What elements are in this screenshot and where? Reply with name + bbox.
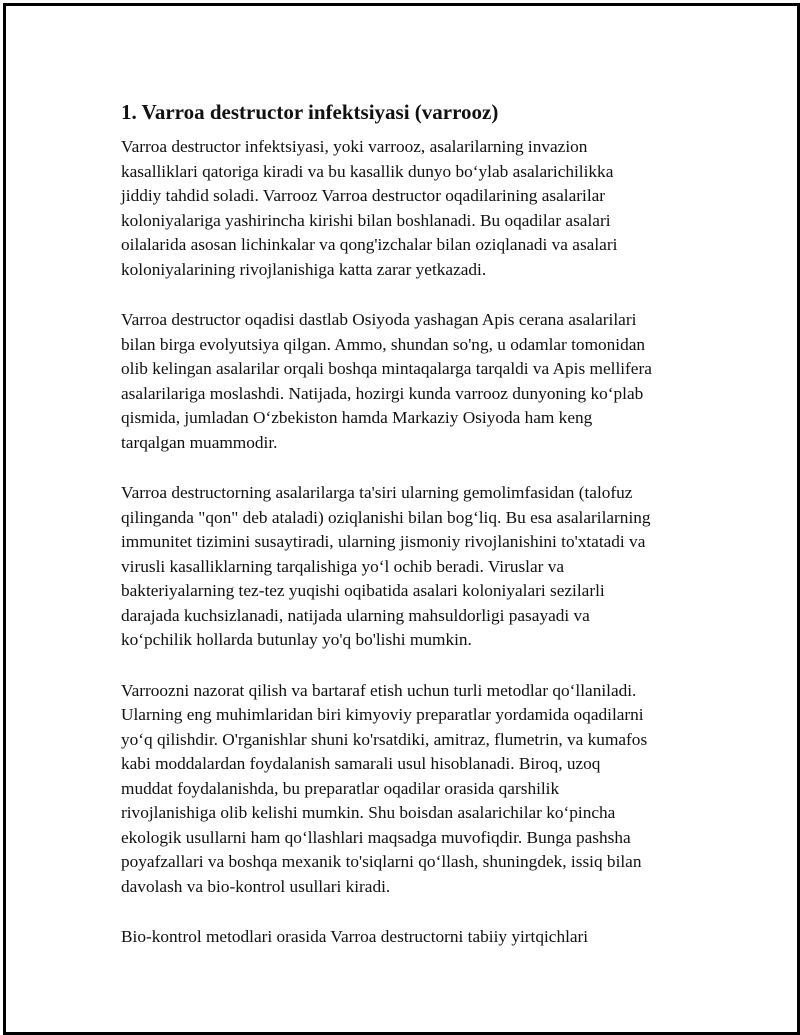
paragraph-line: yo‘q qilishdir. O'rganishlar shuni ko'rsatdiki, amitraz, flumetrin, va kumafos [121, 729, 648, 749]
paragraph-line: kabi moddalardan foydalanish samarali usul hisoblanadi. Biroq, uzoq [121, 754, 601, 773]
paragraph-line: Varroa destructor oqadisi dastlab Osiyoda yashagan Apis cerana asalarilari [121, 310, 637, 329]
page-frame [3, 3, 800, 1035]
paragraph-line: qismida, jumladan O‘zbekiston hamda Markaziy Osiyoda ham keng [121, 408, 593, 427]
paragraph-line: Varroozni nazorat qilish va bartaraf etish uchun turli metodlar qo‘llaniladi. [121, 680, 637, 700]
paragraph-line: rivojlanishiga olib kelishi mumkin. Shu boisdan asalarichilar ko‘pincha [121, 803, 616, 822]
paragraph-line: koloniyalarining rivojlanishiga katta zarar yetkazadi. [121, 259, 487, 279]
paragraph-line: bakteriyalarning tez-tez yuqishi oqibatida asalari koloniyalari sezilarli [121, 581, 605, 600]
paragraph-line: poyafzallari va boshqa mexanik to'siqlarni qo‘llash, shuningdek, issiq bilan [121, 852, 642, 871]
paragraph-4 [121, 679, 696, 900]
paragraph-line: olib kelingan asalarilar orqali boshqa mintaqalarga tarqaldi va Apis mellifera [121, 359, 652, 378]
paragraph-line: Varroa destructor infektsiyasi, yoki varrooz, asalarilarning invazion [121, 137, 588, 156]
paragraph-line: darajada kuchsizlanadi, natijada ularning mahsuldorligi pasayadi va [121, 605, 590, 625]
paragraph-line: davolash va bio-kontrol usullari kiradi. [121, 876, 391, 896]
document-body [121, 99, 696, 976]
paragraph-line: ekologik usullarni ham qo‘llashlari maqsadga muvofiqdir. Bunga pashsha [121, 827, 631, 847]
paragraph-2 [121, 308, 696, 455]
paragraph-line: Varroa destructorning asalarilarga ta'siri ularning gemolimfasidan (talofuz [121, 483, 633, 502]
paragraph-line: tarqalgan muammodir. [121, 432, 278, 452]
paragraph-line: jiddiy tahdid soladi. Varrooz Varroa destructor oqadilarining asalarilar [121, 186, 606, 205]
paragraph-line: immunitet tizimini susaytiradi, ularning jismoniy rivojlanishini to'xtatadi va [121, 532, 646, 551]
paragraph-line: asalarilariga moslashdi. Natijada, hozirgi kunda varrooz dunyoning ko‘plab [121, 383, 644, 403]
paragraph-1 [121, 135, 696, 282]
paragraph-5 [121, 925, 696, 950]
paragraph-line: virusli kasalliklarning tarqalishiga yo‘l ochib beradi. Viruslar va [121, 556, 565, 576]
paragraph-line: muddat foydalanishda, bu preparatlar oqadilar orasida qarshilik [121, 778, 560, 798]
paragraph-line: ko‘pchilik hollarda butunlay yo'q bo'lishi mumkin. [121, 630, 472, 649]
paragraph-line: qilinganda "qon" deb ataladi) oziqlanishi bilan bog‘liq. Bu esa asalarilarning [121, 507, 651, 527]
paragraph-line: koloniyalariga yashirincha kirishi bilan boshlanadi. Bu oqadilar asalari [121, 210, 611, 230]
section-heading: 1. Varroa destructor infektsiyasi (varrooz) [121, 100, 499, 124]
paragraph-3 [121, 481, 696, 653]
paragraph-line: oilalarida asosan lichinkalar va qong'izchalar bilan oziqlanadi va asalari [121, 235, 618, 254]
paragraph-line: bilan birga evolyutsiya qilgan. Ammo, shundan so'ng, u odamlar tomonidan [121, 334, 646, 354]
paragraph-line: Bio-kontrol metodlari orasida Varroa destructorni tabiiy yirtqichlari [121, 927, 589, 946]
paragraph-line: kasalliklari qatoriga kiradi va bu kasallik dunyo bo‘ylab asalarichilikka [121, 161, 614, 181]
paragraph-line: Ularning eng muhimlaridan biri kimyoviy preparatlar yordamida oqadilarni [121, 705, 644, 724]
